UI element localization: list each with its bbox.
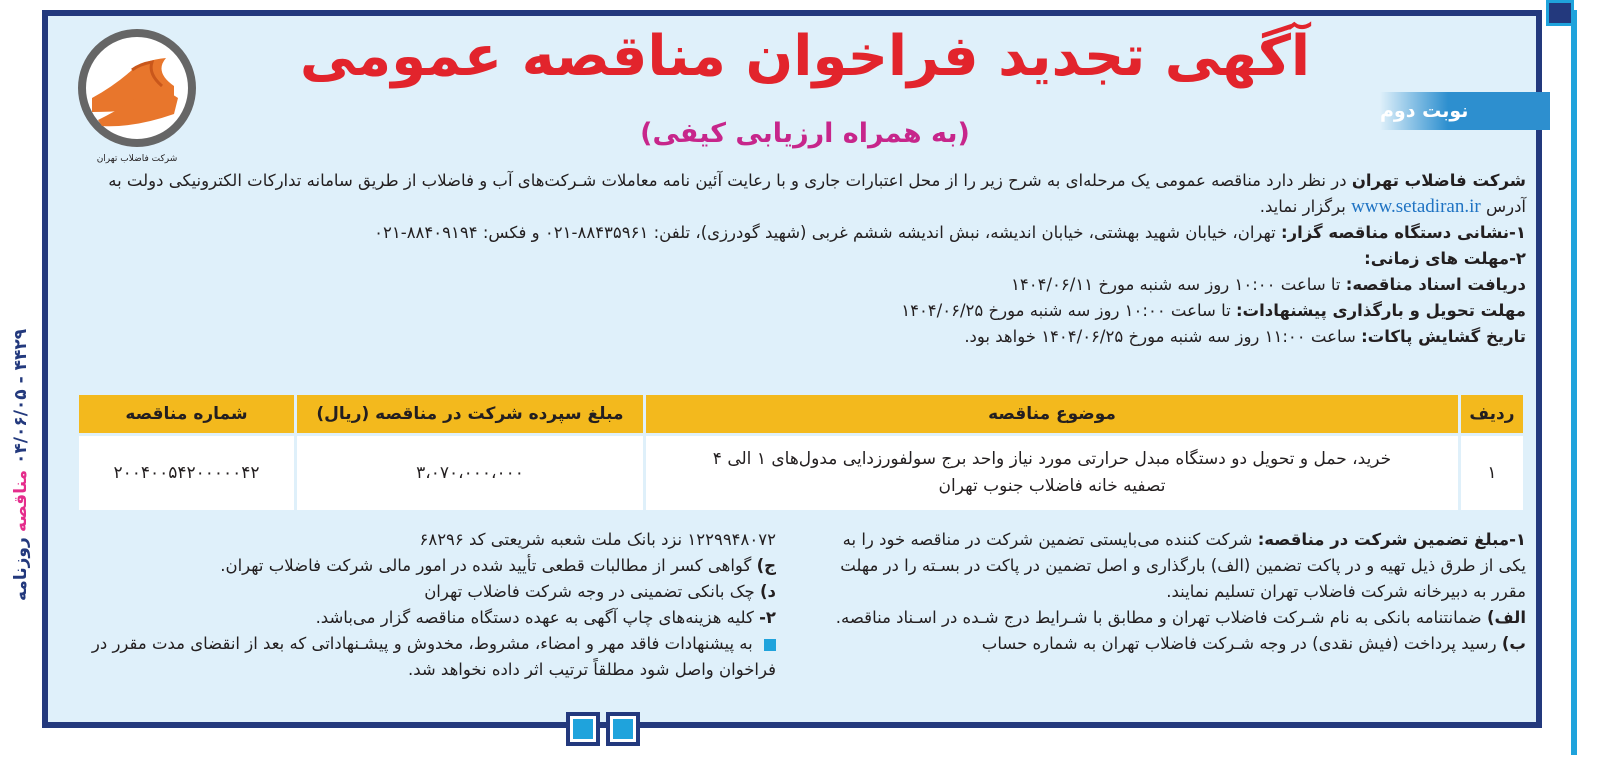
option-text: گواهی کسر از مطالبات قطعی تأیید شده در امور مالی شرکت فاضلاب تهران. (220, 556, 752, 575)
cell-subject (646, 436, 1458, 510)
cell-row-number: ۱ (1461, 436, 1523, 510)
deadlines-heading: ۲-مهلت های زمانی: (1364, 249, 1526, 268)
frame-corner-square (1546, 0, 1574, 26)
deadline-item (78, 272, 1526, 298)
guarantee-continued (76, 527, 776, 683)
frame-accent-line (1571, 10, 1577, 755)
newspaper-side-strip (0, 300, 42, 630)
deadline-label: مهلت تحویل و بارگذاری پیشنهادات: (1235, 301, 1526, 320)
guarantee-option-a (812, 605, 1526, 631)
address-label: ۱-نشانی دستگاه مناقصه گزار: (1280, 223, 1526, 242)
address-line (78, 220, 1526, 246)
deadline-text: تا ساعت ۱۰:۰۰ روز سه شنبه مورخ ۱۴۰۴/۰۶/۲۵ (901, 301, 1231, 320)
guarantee-paragraph (812, 527, 1526, 605)
guarantee-option-c (76, 553, 776, 579)
tender-table (76, 392, 1526, 513)
wave-logo-icon (74, 28, 200, 154)
setadiran-link[interactable]: www.setadiran.ir (1351, 196, 1481, 217)
cost-label: ۲- (759, 608, 776, 627)
deadline-item (78, 324, 1526, 350)
side-newspaper-prefix: روزنامه (11, 537, 31, 602)
deadline-item (78, 298, 1526, 324)
bottom-decoration (566, 712, 642, 746)
cost-text: کلیه هزینه‌های چاپ آگهی به عهده دستگاه مناقصه گزار می‌باشد. (315, 608, 754, 627)
option-text: چک بانکی تضمینی در وجه شرکت فاضلاب تهران (424, 582, 755, 601)
deco-square-icon (606, 712, 640, 746)
turn-badge-label: نوبت دوم (1380, 100, 1469, 122)
deadline-label: تاریخ گشایش پاکات: (1361, 327, 1526, 346)
org-name: شرکت فاضلاب تهران (1351, 171, 1526, 190)
cell-deposit: ۳،۰۷۰،۰۰۰،۰۰۰ (297, 436, 643, 510)
logo-caption: شرکت فاضلاب تهران (96, 154, 178, 164)
rejection-note (76, 631, 776, 683)
col-header-row-number: ردیف (1461, 395, 1523, 433)
guarantee-section (812, 527, 1526, 657)
rejection-note-text: به پیشنهادات فاقد مهر و امضاء، مشروط، مخدوش و پیشـنهاداتی که بعد از انقضای مدت مقرر در فراخوان واصل شود مطلقاً ترتیب اثر داده نخواهد شد. (91, 634, 776, 679)
table-row (79, 436, 1523, 510)
option-label: ب) (1501, 634, 1526, 653)
address-text: تهران، خیابان شهید بهشتی، خیابان اندیشه، نبش اندیشه ششم غربی (شهید گودرزی)، تلفن: ۸۸۴۳۵۹۶۱-۰۲۱ و فکس: ۸۸۴۰۹۱۹۴-۰۲۱ (374, 223, 1276, 242)
deadline-text: تا ساعت ۱۰:۰۰ روز سه شنبه مورخ ۱۴۰۴/۰۶/۱۱ (1011, 275, 1341, 294)
guarantee-text: شرکت کننده می‌بایستی تضمین شرکت در مناقصه خود را به یکی از طرق ذیل تهیه و در پاکت تضمین (الف) بارگذاری و اصل تضمین در پاکت در بسـته را در مهلت مقرر به دبیرخانه شرکت فاضلاب تهران تسلیم نمایند. (840, 530, 1526, 601)
col-header-deposit: مبلغ سپرده شرکت در مناقصه (ریال) (297, 395, 643, 433)
deadline-label: دریافت اسناد مناقصه: (1345, 275, 1526, 294)
company-logo (74, 28, 200, 168)
option-label: د) (759, 582, 776, 601)
intro-text: در نظر دارد مناقصه عمومی یک مرحله‌ای به شرح زیر را از محل اعتبارات جاری و با رعایت آئین نامه معاملات شـرکت‌های آب و فاضلاب از طریق سامانه تدارکات الکترونیکی دولت به آدرس (108, 171, 1526, 216)
intro-paragraph (78, 168, 1526, 220)
option-label: الف) (1486, 608, 1526, 627)
guarantee-option-b (812, 631, 1526, 657)
guarantee-option-d (76, 579, 776, 605)
option-label: ج) (756, 556, 776, 575)
deadline-text: ساعت ۱۱:۰۰ روز سه شنبه مورخ ۱۴۰۴/۰۶/۲۵ خواهد بود. (964, 327, 1356, 346)
page-title: آگهی تجدید فراخوان مناقصه عمومی (299, 24, 1311, 89)
side-newspaper-brand: مناقصه (11, 469, 31, 532)
page-subtitle: (به همراه ارزیابی کیفی) (640, 118, 970, 149)
cost-clause (76, 605, 776, 631)
col-header-subject: موضوع مناقصه (646, 395, 1458, 433)
subject-line: تصفیه خانه فاضلاب جنوب تهران (938, 476, 1166, 496)
col-header-tender-number: شماره مناقصه (79, 395, 294, 433)
intro-text-end: برگزار نماید. (1259, 197, 1346, 216)
cell-tender-number: ۲۰۰۴۰۰۵۴۲۰۰۰۰۰۴۲ (79, 436, 294, 510)
option-text: رسید پرداخت (فیش نقدی) در وجه شـرکت فاضلاب تهران به شماره حساب (981, 634, 1497, 653)
table-header-row (79, 395, 1523, 433)
square-bullet-icon (764, 639, 776, 651)
side-issue-number: ۰۴/۰۶/۰۵ - ۴۴۲۹ (11, 328, 31, 464)
guarantee-label: ۱-مبلغ تضمین شرکت در مناقصه: (1257, 530, 1526, 549)
option-text: ضمانتنامه بانکی به نام شـرکت فاضلاب تهران و مطابق با شـرایط درج شـده در اسـناد مناقصه. (835, 608, 1482, 627)
announcement-body (78, 168, 1526, 350)
deco-square-icon (566, 712, 600, 746)
account-number-line: ۱۲۲۹۹۴۸۰۷۲ نزد بانک ملت شعبه شریعتی کد ۶۸۲۹۶ (419, 530, 776, 549)
subject-line: خرید، حمل و تحویل دو دستگاه مبدل حرارتی مورد نیاز واحد برج سولفورزدایی مدول‌های ۱ الی ۴ (712, 449, 1392, 469)
